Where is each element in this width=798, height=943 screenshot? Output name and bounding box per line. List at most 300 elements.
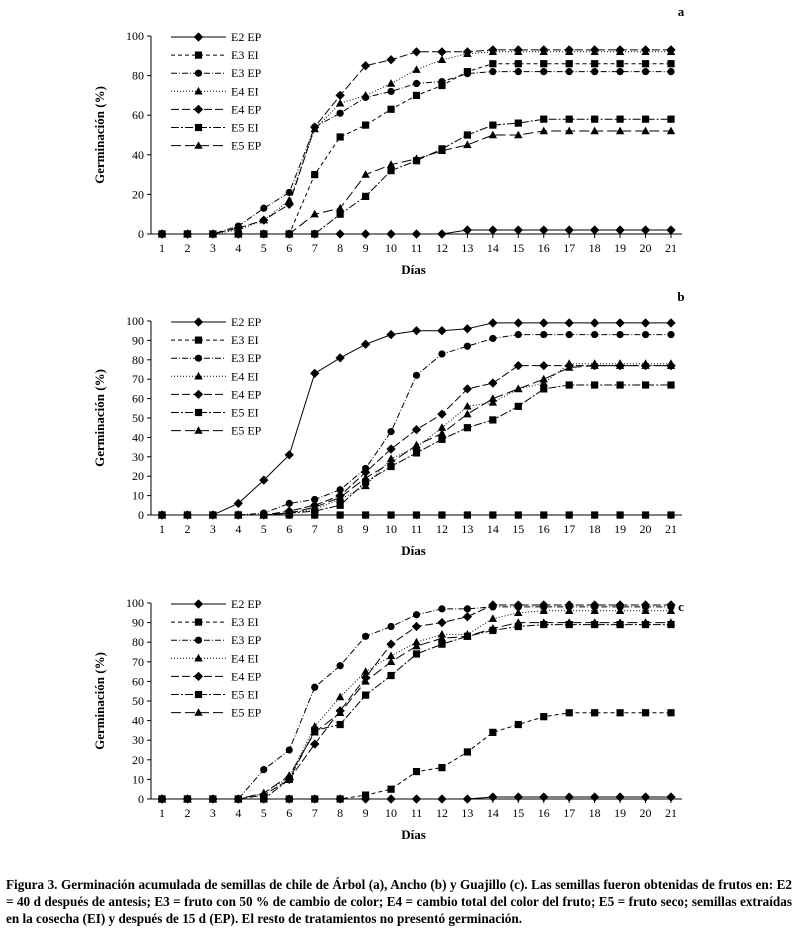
data-point	[514, 226, 523, 235]
legend-marker	[194, 654, 202, 662]
data-point	[565, 45, 574, 54]
data-point	[514, 45, 523, 54]
data-point	[438, 764, 445, 771]
data-point	[617, 116, 624, 123]
data-point	[642, 116, 649, 123]
data-point	[641, 793, 650, 802]
data-point	[616, 319, 625, 328]
y-axis-label: Germinación (%)	[92, 86, 107, 184]
data-point	[590, 226, 599, 235]
x-tick-label: 17	[563, 522, 576, 536]
data-point	[642, 381, 649, 388]
y-tick-label: 50	[132, 411, 144, 425]
data-point	[488, 45, 497, 54]
legend-marker	[194, 426, 202, 434]
data-point	[387, 428, 394, 435]
data-point	[387, 786, 394, 793]
data-point	[362, 511, 369, 518]
data-point	[566, 68, 573, 75]
x-tick-label: 16	[537, 806, 550, 820]
data-point	[488, 379, 497, 388]
data-point	[337, 502, 344, 509]
data-point	[591, 331, 598, 338]
data-point	[464, 424, 471, 431]
data-point	[438, 350, 445, 357]
x-tick-label: 1	[159, 806, 165, 820]
data-point	[489, 614, 497, 622]
series-line	[162, 713, 671, 799]
data-point	[463, 141, 471, 149]
data-point	[464, 70, 471, 77]
data-point	[387, 55, 396, 64]
x-tick-label: 20	[639, 241, 652, 255]
x-tick-label: 18	[588, 806, 601, 820]
y-tick-label: 100	[126, 596, 144, 610]
data-point	[413, 511, 420, 518]
x-tick-label: 8	[337, 241, 344, 255]
data-point	[260, 766, 267, 773]
legend-marker	[194, 105, 203, 114]
data-point	[438, 230, 447, 239]
y-tick-label: 90	[132, 615, 144, 630]
data-point	[591, 116, 598, 123]
data-point	[387, 167, 394, 174]
data-point	[540, 331, 547, 338]
data-point	[515, 511, 522, 518]
x-tick-label: 19	[614, 806, 627, 820]
data-point	[463, 226, 472, 235]
x-tick-label: 2	[184, 241, 191, 255]
data-point	[616, 793, 625, 802]
panel-letter: a	[677, 4, 685, 19]
legend-label: E5 EI	[231, 405, 259, 420]
y-tick-label: 90	[132, 333, 144, 348]
data-point	[260, 789, 268, 797]
data-point	[590, 127, 598, 135]
data-point	[337, 110, 344, 117]
data-point	[260, 205, 267, 212]
data-point	[667, 709, 674, 716]
x-tick-label: 12	[435, 522, 448, 536]
data-point	[311, 795, 318, 802]
y-axis-label: Germinación (%)	[92, 652, 107, 750]
data-point	[488, 319, 497, 328]
data-point	[667, 68, 674, 75]
legend-marker	[194, 708, 202, 716]
data-point	[667, 319, 676, 328]
x-tick-label: 3	[209, 241, 216, 255]
data-point	[438, 605, 445, 612]
x-tick-label: 21	[665, 806, 677, 820]
data-point	[464, 131, 471, 138]
x-tick-label: 4	[235, 806, 242, 820]
x-tick-label: 7	[311, 522, 318, 536]
data-point	[591, 709, 598, 716]
data-point	[540, 60, 547, 67]
legend-label: E4 EI	[231, 84, 259, 99]
data-point	[591, 511, 598, 518]
x-tick-label: 8	[337, 522, 344, 536]
x-tick-label: 2	[184, 522, 191, 536]
data-point	[310, 123, 319, 132]
data-point	[463, 795, 472, 804]
data-point	[565, 319, 574, 328]
y-axis-label: Germinación (%)	[92, 369, 107, 467]
data-point	[489, 416, 496, 423]
y-tick-label: 30	[132, 449, 144, 464]
y-tick-label: 60	[132, 108, 144, 123]
data-point	[539, 793, 548, 802]
data-point	[413, 768, 420, 775]
data-point	[641, 127, 649, 135]
data-point	[540, 385, 547, 392]
y-tick-label: 20	[132, 469, 144, 484]
data-point	[310, 369, 319, 378]
x-tick-label: 12	[435, 241, 448, 255]
data-point	[539, 45, 548, 54]
data-point	[413, 611, 420, 618]
data-point	[514, 319, 523, 328]
legend-marker	[195, 637, 202, 644]
legend-label: E3 EI	[231, 48, 259, 63]
x-tick-label: 19	[614, 522, 627, 536]
data-point	[412, 326, 421, 335]
legend-marker	[195, 52, 202, 59]
data-point	[616, 226, 625, 235]
data-point	[438, 795, 447, 804]
data-point	[438, 326, 447, 335]
x-tick-label: 13	[461, 241, 474, 255]
x-tick-label: 19	[614, 241, 627, 255]
data-point	[540, 713, 547, 720]
x-tick-label: 12	[435, 806, 448, 820]
data-point	[590, 319, 599, 328]
legend-marker	[194, 318, 203, 327]
data-point	[361, 230, 370, 239]
data-point	[387, 795, 396, 804]
legend-label: E4 EP	[231, 387, 262, 402]
legend-label: E4 EP	[231, 102, 262, 117]
data-point	[540, 375, 548, 383]
data-point	[617, 381, 624, 388]
data-point	[413, 449, 420, 456]
data-point	[667, 331, 674, 338]
legend-marker	[195, 337, 202, 344]
legend-marker	[194, 87, 202, 95]
data-point	[387, 230, 396, 239]
y-tick-label: 20	[132, 187, 144, 202]
data-point	[667, 793, 676, 802]
data-point	[617, 60, 624, 67]
x-tick-label: 4	[235, 522, 242, 536]
x-tick-label: 17	[563, 241, 576, 255]
data-point	[337, 662, 344, 669]
data-point	[591, 68, 598, 75]
x-tick-label: 13	[461, 522, 474, 536]
data-point	[641, 45, 650, 54]
data-point	[387, 106, 394, 113]
x-tick-label: 18	[588, 241, 601, 255]
data-point	[515, 68, 522, 75]
data-point	[617, 68, 624, 75]
data-point	[286, 500, 293, 507]
data-point	[514, 793, 523, 802]
data-point	[565, 127, 573, 135]
data-point	[260, 795, 267, 802]
data-point	[515, 120, 522, 127]
data-point	[413, 650, 420, 657]
data-point	[413, 92, 420, 99]
data-point	[464, 748, 471, 755]
data-point	[642, 331, 649, 338]
legend-marker	[194, 372, 202, 380]
x-tick-label: 10	[385, 522, 398, 536]
data-point	[387, 672, 394, 679]
data-point	[488, 226, 497, 235]
y-tick-label: 80	[132, 352, 144, 367]
chart-panel-b	[92, 289, 685, 558]
legend-marker	[195, 691, 202, 698]
data-point	[438, 511, 445, 518]
data-point	[591, 60, 598, 67]
data-point	[591, 381, 598, 388]
data-point	[642, 709, 649, 716]
legend-marker	[195, 70, 202, 77]
data-point	[464, 605, 471, 612]
x-tick-label: 11	[410, 241, 423, 255]
legend-marker	[194, 141, 202, 149]
data-point	[616, 45, 625, 54]
x-axis-label: Días	[401, 827, 426, 842]
x-tick-label: 3	[209, 806, 216, 820]
legend-label: E3 EI	[231, 615, 259, 630]
x-tick-label: 5	[260, 241, 267, 255]
x-tick-label: 13	[461, 806, 474, 820]
legend-label: E5 EI	[231, 120, 259, 135]
x-tick-label: 15	[512, 522, 525, 536]
x-tick-label: 4	[235, 241, 242, 255]
data-point	[489, 131, 497, 139]
legend-marker	[194, 33, 203, 42]
data-point	[667, 381, 674, 388]
data-point	[412, 47, 421, 56]
data-point	[667, 45, 676, 54]
y-tick-label: 100	[126, 314, 144, 328]
x-tick-label: 5	[260, 806, 267, 820]
data-point	[539, 319, 548, 328]
y-tick-label: 30	[132, 733, 144, 748]
chart-panel-a	[92, 4, 685, 277]
legend-label: E3 EI	[231, 333, 259, 348]
x-tick-label: 20	[639, 806, 652, 820]
data-point	[337, 133, 344, 140]
figure-caption: Figura 3. Germinación acumulada de semillas de chile de Árbol (a), Ancho (b) y Guajillo (c). Las semillas fueron obtenidas de frutos en: E2 = 40 d después de antesis; E3 = fruto con 50 % de cambio de color; E4 = cambio total del color del fruto; E5 = fruto seco; semillas extraídas en la cosecha (EI) y después de 15 d (EP). El resto de tratamientos no presentó germinación.	[6, 877, 792, 926]
data-point	[362, 633, 369, 640]
data-point	[667, 511, 674, 518]
data-point	[488, 793, 497, 802]
x-tick-label: 16	[537, 241, 550, 255]
data-point	[489, 729, 496, 736]
data-point	[362, 193, 369, 200]
x-tick-label: 5	[260, 522, 267, 536]
data-point	[489, 122, 496, 129]
x-tick-label: 8	[337, 806, 344, 820]
data-point	[641, 226, 650, 235]
data-point	[438, 78, 445, 85]
x-tick-label: 20	[639, 522, 652, 536]
chart-panel-c	[92, 596, 684, 842]
data-point	[566, 511, 573, 518]
y-tick-label: 0	[138, 227, 144, 241]
data-point	[464, 343, 471, 350]
data-point	[311, 684, 318, 691]
data-point	[642, 60, 649, 67]
data-point	[412, 65, 420, 73]
y-tick-label: 40	[132, 430, 144, 445]
data-point	[387, 511, 394, 518]
data-point	[361, 170, 369, 178]
y-tick-label: 50	[132, 694, 144, 708]
data-point	[565, 793, 574, 802]
data-point	[413, 80, 420, 87]
data-point	[337, 795, 344, 802]
data-point	[336, 230, 345, 239]
x-tick-label: 15	[512, 241, 525, 255]
y-tick-label: 70	[132, 372, 144, 387]
data-point	[565, 226, 574, 235]
x-tick-label: 14	[486, 522, 499, 536]
y-tick-label: 10	[132, 488, 144, 503]
data-point	[566, 331, 573, 338]
data-point	[617, 709, 624, 716]
legend-marker	[195, 409, 202, 416]
data-point	[617, 331, 624, 338]
y-tick-label: 70	[132, 654, 144, 669]
x-axis-label: Días	[401, 543, 426, 558]
x-tick-label: 14	[486, 241, 499, 255]
data-point	[286, 746, 293, 753]
data-point	[540, 511, 547, 518]
data-point	[667, 226, 676, 235]
data-point	[641, 319, 650, 328]
y-tick-label: 0	[138, 508, 144, 522]
x-tick-label: 6	[286, 241, 293, 255]
data-point	[540, 68, 547, 75]
y-tick-label: 60	[132, 391, 144, 406]
data-point	[566, 116, 573, 123]
data-point	[412, 230, 421, 239]
data-point	[310, 740, 319, 749]
data-point	[540, 116, 547, 123]
y-tick-label: 80	[132, 68, 144, 83]
data-point	[438, 618, 447, 627]
data-point	[642, 511, 649, 518]
data-point	[311, 230, 318, 237]
data-point	[566, 381, 573, 388]
x-tick-label: 7	[311, 241, 318, 255]
legend-label: E4 EI	[231, 651, 259, 666]
data-point	[463, 612, 472, 621]
legend-marker	[194, 672, 203, 681]
x-tick-label: 9	[362, 522, 369, 536]
data-point	[515, 403, 522, 410]
data-point	[539, 361, 548, 370]
x-tick-label: 16	[537, 522, 550, 536]
data-point	[387, 458, 395, 466]
x-tick-label: 18	[588, 522, 601, 536]
data-point	[337, 211, 344, 218]
data-point	[438, 436, 445, 443]
x-tick-label: 21	[665, 241, 677, 255]
data-point	[412, 642, 420, 650]
data-point	[590, 793, 599, 802]
data-point	[412, 622, 421, 631]
data-point	[285, 200, 294, 209]
data-point	[515, 60, 522, 67]
data-point	[438, 641, 445, 648]
data-point	[667, 60, 674, 67]
legend-marker	[194, 600, 203, 609]
legend-label: E3 EP	[231, 633, 262, 648]
data-point	[412, 441, 420, 449]
legend-marker	[195, 124, 202, 131]
data-point	[387, 88, 394, 95]
data-point	[566, 60, 573, 67]
legend-label: E2 EP	[231, 30, 262, 44]
data-point	[337, 721, 344, 728]
y-tick-label: 0	[138, 792, 144, 806]
data-point	[361, 340, 370, 349]
data-point	[438, 47, 447, 56]
data-point	[464, 511, 471, 518]
x-tick-label: 21	[665, 522, 677, 536]
x-tick-label: 6	[286, 806, 293, 820]
legend-label: E2 EP	[231, 597, 262, 611]
x-tick-label: 9	[362, 806, 369, 820]
y-tick-label: 40	[132, 147, 144, 162]
data-point	[336, 353, 345, 362]
legend-label: E4 EI	[231, 369, 259, 384]
x-tick-label: 14	[486, 806, 499, 820]
x-tick-label: 2	[184, 806, 191, 820]
data-point	[387, 623, 394, 630]
data-point	[311, 171, 318, 178]
x-tick-label: 1	[159, 241, 165, 255]
legend-label: E3 EP	[231, 66, 262, 81]
data-point	[514, 131, 522, 139]
data-point	[438, 410, 447, 419]
data-point	[387, 330, 396, 339]
data-point	[667, 127, 675, 135]
series-line	[162, 119, 671, 234]
x-tick-label: 6	[286, 522, 293, 536]
data-point	[489, 68, 496, 75]
data-point	[413, 372, 420, 379]
x-tick-label: 10	[385, 806, 398, 820]
y-tick-label: 10	[132, 772, 144, 787]
legend-marker	[195, 355, 202, 362]
data-point	[667, 116, 674, 123]
x-axis-label: Días	[401, 262, 426, 277]
data-point	[642, 68, 649, 75]
data-point	[336, 693, 344, 701]
data-point	[362, 692, 369, 699]
data-point	[539, 226, 548, 235]
data-point	[387, 640, 396, 649]
data-point	[489, 60, 496, 67]
legend-label: E5 EI	[231, 687, 259, 702]
x-tick-label: 9	[362, 241, 369, 255]
